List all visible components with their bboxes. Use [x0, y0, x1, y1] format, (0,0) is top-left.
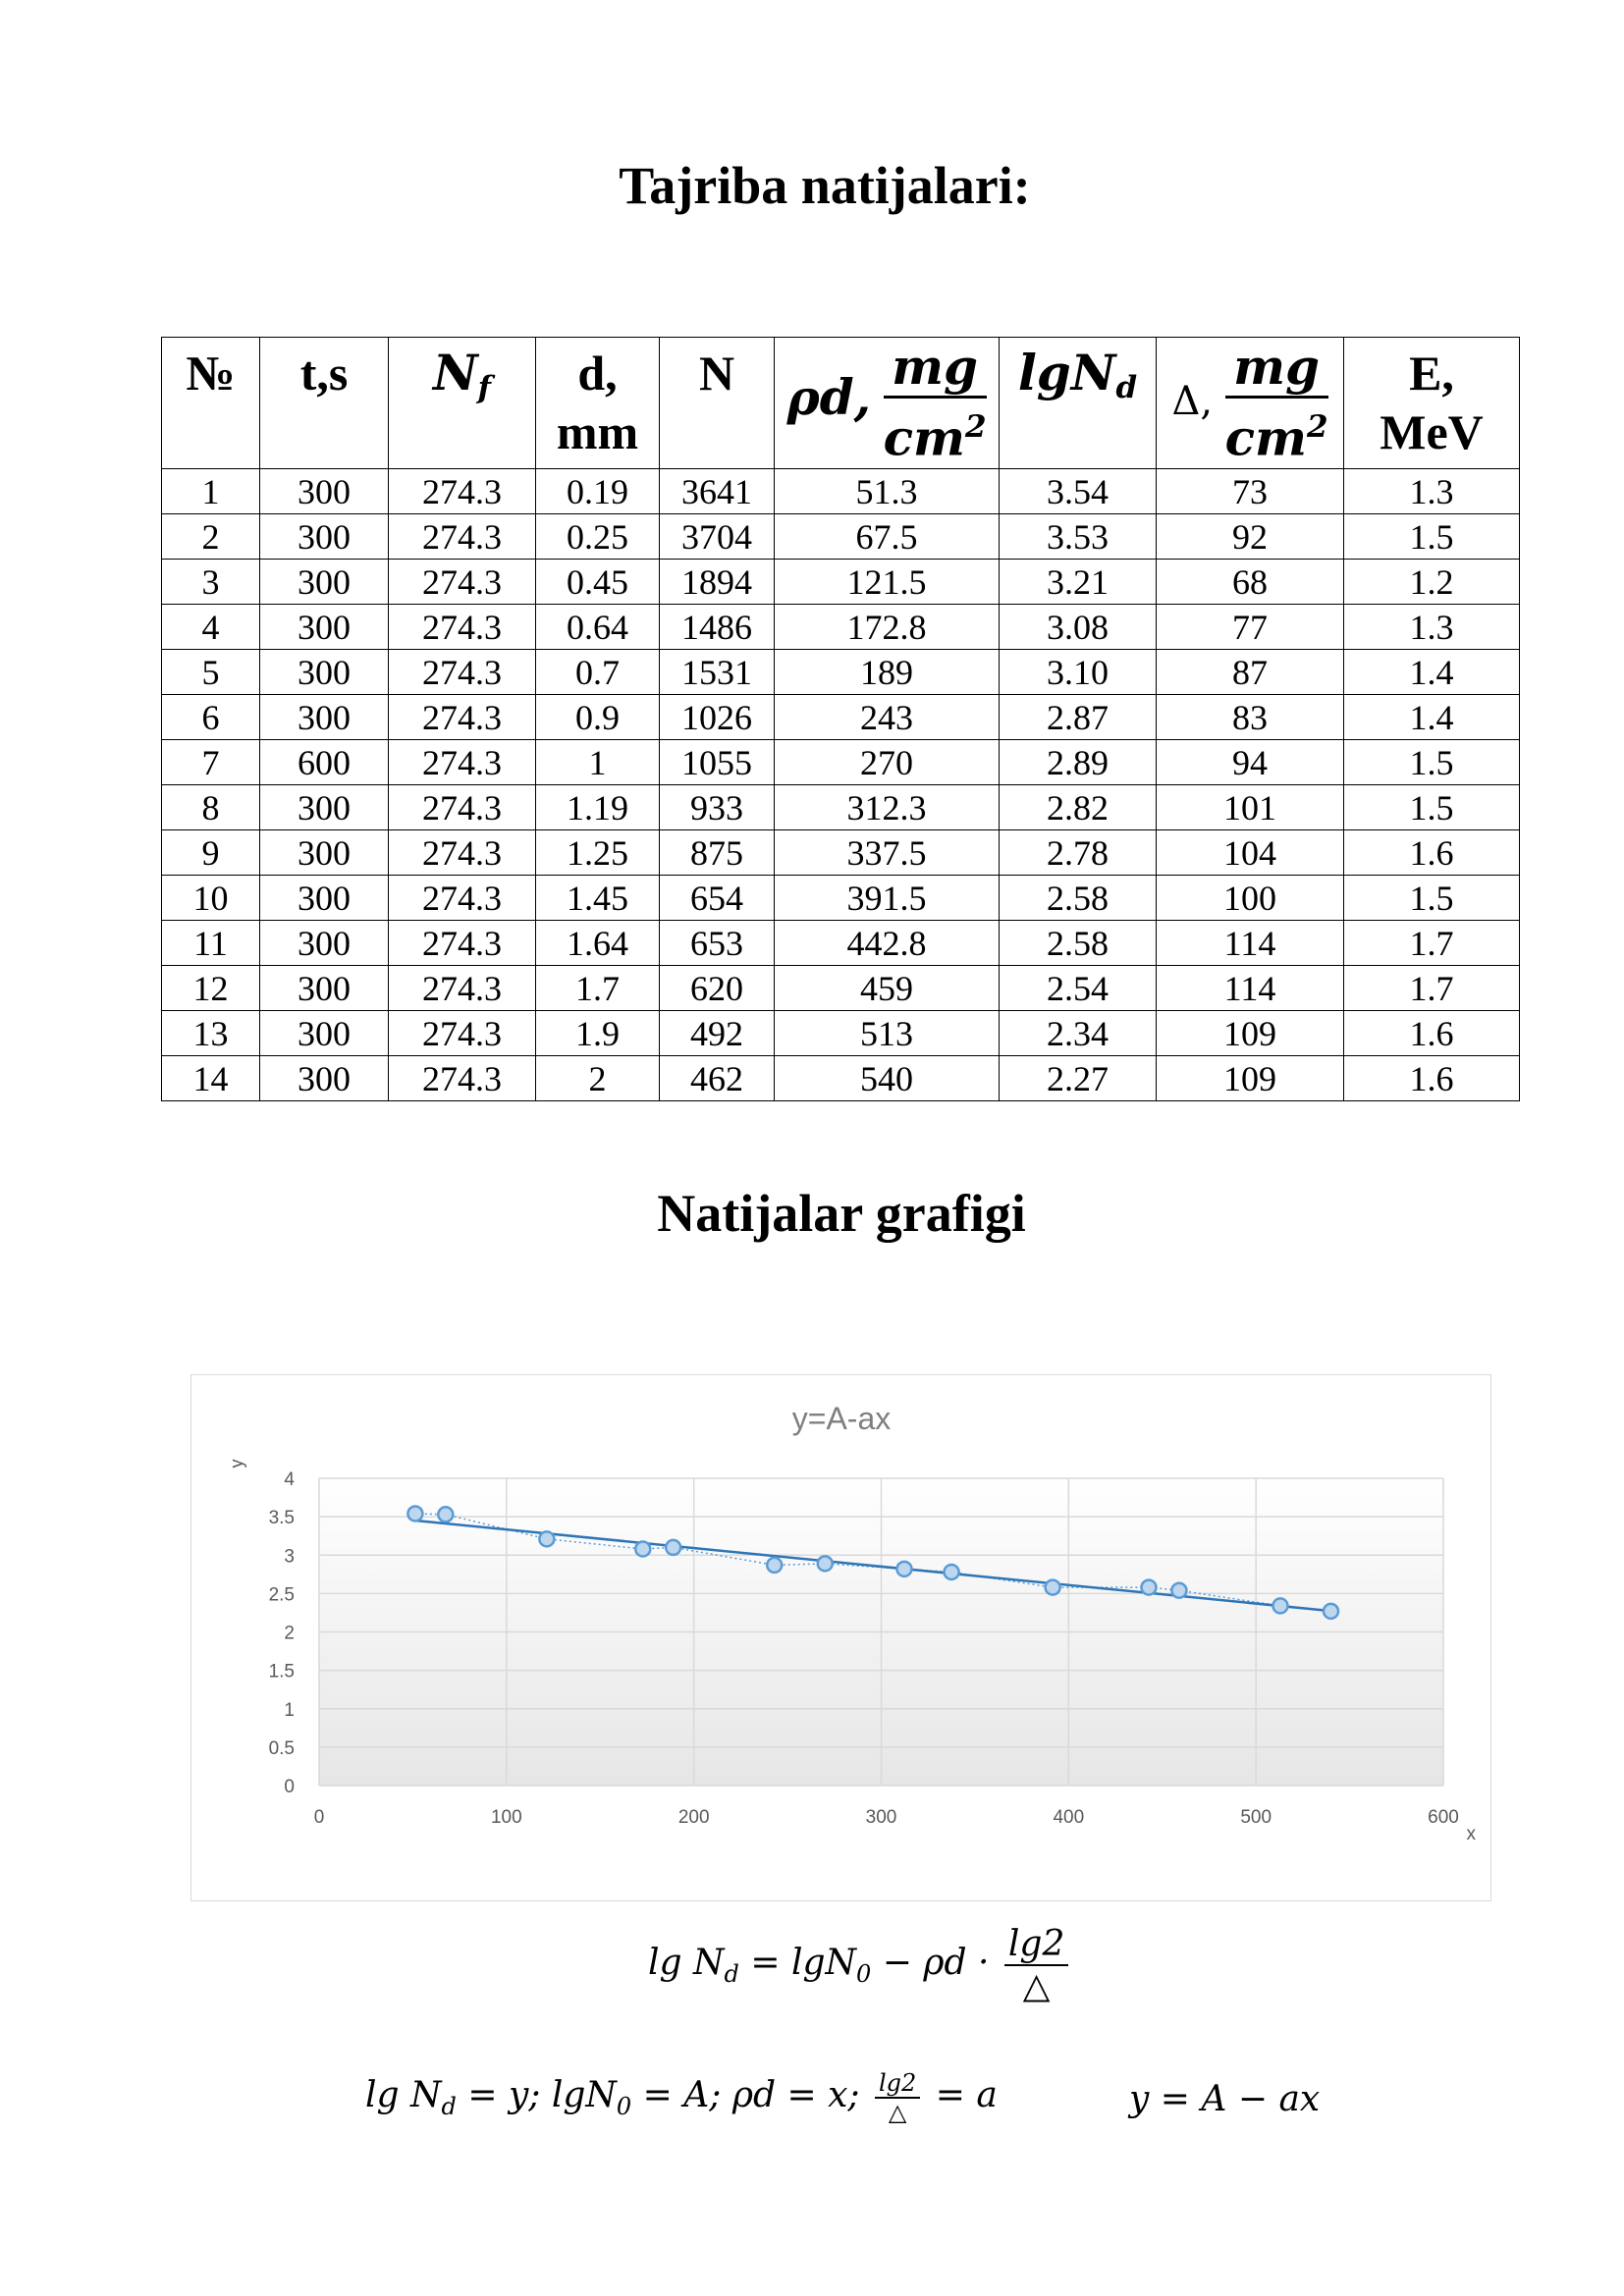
table-cell: 1531: [660, 650, 775, 695]
table-cell: 12: [162, 966, 260, 1011]
table-cell: 2.78: [1000, 830, 1157, 876]
data-point: [407, 1506, 422, 1521]
table-cell: 3704: [660, 514, 775, 560]
table-row: [162, 785, 1520, 830]
table-cell: 1026: [660, 695, 775, 740]
table-row: [162, 650, 1520, 695]
table-cell: 274.3: [389, 469, 536, 514]
table-cell: 300: [260, 650, 389, 695]
y-tick-label: 1.5: [268, 1661, 295, 1682]
table-row: [162, 695, 1520, 740]
formula-linear: y = A − ax: [1129, 2079, 1321, 2119]
data-point: [1142, 1580, 1157, 1595]
header-delta: Δ, $\frac{mg}{cm^2}$: [1157, 338, 1344, 469]
table-cell: 300: [260, 966, 389, 1011]
y-tick-label: 2: [284, 1623, 295, 1644]
table-cell: 1.7: [536, 966, 660, 1011]
table-cell: 1.7: [1344, 921, 1520, 966]
table-cell: 1.6: [1344, 830, 1520, 876]
data-point: [818, 1556, 833, 1571]
table-cell: 653: [660, 921, 775, 966]
table-cell: 300: [260, 469, 389, 514]
table-cell: 9: [162, 830, 260, 876]
data-point: [1324, 1604, 1338, 1619]
table-row: [162, 560, 1520, 605]
table-cell: 492: [660, 1011, 775, 1056]
table-cell: 540: [775, 1056, 1000, 1101]
table-cell: 2.54: [1000, 966, 1157, 1011]
table-cell: 1.5: [1344, 876, 1520, 921]
table-row: [162, 921, 1520, 966]
table-cell: 300: [260, 695, 389, 740]
table-row: [162, 469, 1520, 514]
x-tick-label: 100: [490, 1807, 522, 1828]
table-cell: 2: [162, 514, 260, 560]
table-cell: 274.3: [389, 560, 536, 605]
header-number: №: [162, 338, 260, 469]
table-cell: 0.19: [536, 469, 660, 514]
table-cell: 337.5: [775, 830, 1000, 876]
table-cell: 94: [1157, 740, 1344, 785]
table-cell: 8: [162, 785, 260, 830]
table-cell: 1.25: [536, 830, 660, 876]
table-cell: 114: [1157, 966, 1344, 1011]
page-title: Tajriba natijalari:: [619, 156, 1031, 215]
table-cell: 1.3: [1344, 469, 1520, 514]
table-cell: 300: [260, 876, 389, 921]
table-cell: 274.3: [389, 740, 536, 785]
table-cell: 1.5: [1344, 785, 1520, 830]
header-energy: E, MeV: [1344, 338, 1520, 469]
table-cell: 2.89: [1000, 740, 1157, 785]
table-cell: 462: [660, 1056, 775, 1101]
formula-substitution: $\lg N_d = y$; lgN$_0$ = A; ρd = x; lg2 △ = a: [365, 2069, 998, 2126]
data-point: [1046, 1580, 1060, 1595]
table-cell: 1.6: [1344, 1011, 1520, 1056]
table-cell: 101: [1157, 785, 1344, 830]
table-cell: 274.3: [389, 921, 536, 966]
table-cell: 2.87: [1000, 695, 1157, 740]
table-cell: 274.3: [389, 1011, 536, 1056]
table-cell: 300: [260, 605, 389, 650]
y-tick-label: 1: [284, 1699, 295, 1721]
header-n: N: [660, 338, 775, 469]
table-cell: 654: [660, 876, 775, 921]
table-cell: 1.45: [536, 876, 660, 921]
header-d-mm: d, mm: [536, 338, 660, 469]
table-cell: 114: [1157, 921, 1344, 966]
table-cell: 513: [775, 1011, 1000, 1056]
table-cell: 172.8: [775, 605, 1000, 650]
table-cell: 4: [162, 605, 260, 650]
table-cell: 270: [775, 740, 1000, 785]
x-tick-label: 300: [865, 1807, 897, 1828]
table-cell: 7: [162, 740, 260, 785]
table-cell: 100: [1157, 876, 1344, 921]
table-cell: 600: [260, 740, 389, 785]
table-cell: 5: [162, 650, 260, 695]
table-cell: 3.10: [1000, 650, 1157, 695]
table-row: [162, 514, 1520, 560]
table-cell: 1.3: [1344, 605, 1520, 650]
table-cell: 0.25: [536, 514, 660, 560]
table-row: [162, 876, 1520, 921]
y-tick-label: 3: [284, 1546, 295, 1568]
table-cell: 2.27: [1000, 1056, 1157, 1101]
table-cell: 109: [1157, 1011, 1344, 1056]
table-cell: 104: [1157, 830, 1344, 876]
table-row: [162, 740, 1520, 785]
table-cell: 109: [1157, 1056, 1344, 1101]
table-cell: 2.34: [1000, 1011, 1157, 1056]
table-cell: 1.5: [1344, 514, 1520, 560]
table-cell: 274.3: [389, 695, 536, 740]
data-point: [896, 1562, 911, 1576]
table-cell: 1.4: [1344, 650, 1520, 695]
scatter-chart: [191, 1375, 1490, 1900]
table-cell: 67.5: [775, 514, 1000, 560]
table-cell: 0.64: [536, 605, 660, 650]
table-cell: 459: [775, 966, 1000, 1011]
table-cell: 13: [162, 1011, 260, 1056]
table-cell: 3.21: [1000, 560, 1157, 605]
header-nf: $N_f$: [389, 338, 536, 469]
table-cell: 10: [162, 876, 260, 921]
table-header-row: [162, 338, 1520, 469]
table-row: [162, 1056, 1520, 1101]
table-cell: 1486: [660, 605, 775, 650]
table-cell: 300: [260, 830, 389, 876]
data-point: [1272, 1598, 1287, 1613]
header-lg-nd: lgN$_d$: [1000, 338, 1157, 469]
table-cell: 1.7: [1344, 966, 1520, 1011]
y-axis-label: y: [227, 1459, 246, 1468]
table-cell: 2.82: [1000, 785, 1157, 830]
table-cell: 121.5: [775, 560, 1000, 605]
table-cell: 300: [260, 560, 389, 605]
table-cell: 300: [260, 514, 389, 560]
header-time: t,s: [260, 338, 389, 469]
table-cell: 1.2: [1344, 560, 1520, 605]
data-point: [1171, 1583, 1186, 1598]
table-cell: 274.3: [389, 830, 536, 876]
x-tick-label: 200: [677, 1807, 710, 1828]
table-cell: 274.3: [389, 650, 536, 695]
y-tick-label: 4: [284, 1469, 295, 1490]
table-cell: 3.53: [1000, 514, 1157, 560]
table-cell: 274.3: [389, 876, 536, 921]
table-cell: 87: [1157, 650, 1344, 695]
table-cell: 51.3: [775, 469, 1000, 514]
table-cell: 2: [536, 1056, 660, 1101]
table-cell: 3: [162, 560, 260, 605]
table-cell: 3.08: [1000, 605, 1157, 650]
table-cell: 300: [260, 921, 389, 966]
table-row: [162, 1011, 1520, 1056]
y-tick-label: 0: [284, 1777, 295, 1797]
table-cell: 11: [162, 921, 260, 966]
table-cell: 73: [1157, 469, 1344, 514]
table-cell: 1.64: [536, 921, 660, 966]
table-cell: 274.3: [389, 1056, 536, 1101]
table-cell: 274.3: [389, 966, 536, 1011]
table-cell: 391.5: [775, 876, 1000, 921]
table-cell: 83: [1157, 695, 1344, 740]
table-cell: 189: [775, 650, 1000, 695]
table-cell: 3641: [660, 469, 775, 514]
table-row: [162, 605, 1520, 650]
table-cell: 274.3: [389, 514, 536, 560]
data-point: [945, 1565, 959, 1579]
data-point: [438, 1507, 453, 1522]
chart-container: [190, 1374, 1491, 1901]
table-cell: 1: [162, 469, 260, 514]
table-row: [162, 830, 1520, 876]
data-point: [635, 1541, 650, 1556]
table-cell: 1.5: [1344, 740, 1520, 785]
header-rho-d: ρd, $\frac{mg}{cm^2}$: [775, 338, 1000, 469]
table-cell: 312.3: [775, 785, 1000, 830]
table-cell: 274.3: [389, 785, 536, 830]
data-point: [767, 1558, 782, 1573]
table-cell: 1.4: [1344, 695, 1520, 740]
data-point: [539, 1531, 554, 1546]
chart-heading: Natijalar grafigi: [657, 1184, 1026, 1243]
table-cell: 77: [1157, 605, 1344, 650]
table-row: [162, 966, 1520, 1011]
table-cell: 6: [162, 695, 260, 740]
table-cell: 92: [1157, 514, 1344, 560]
table-cell: 300: [260, 1011, 389, 1056]
table-cell: 0.9: [536, 695, 660, 740]
table-cell: 620: [660, 966, 775, 1011]
formula-main: $\lg N_d = \lg N_0 - \rho d$ · lg2 △: [648, 1924, 1072, 2006]
table-cell: 300: [260, 1056, 389, 1101]
table-cell: 3.54: [1000, 469, 1157, 514]
results-table: [161, 337, 1520, 1101]
table-cell: 442.8: [775, 921, 1000, 966]
table-cell: 274.3: [389, 605, 536, 650]
table-cell: 1.9: [536, 1011, 660, 1056]
chart-title: y=A-ax: [791, 1401, 892, 1436]
x-tick-label: 500: [1240, 1807, 1272, 1828]
table-cell: 1.6: [1344, 1056, 1520, 1101]
table-cell: 2.58: [1000, 876, 1157, 921]
table-cell: 933: [660, 785, 775, 830]
data-point: [666, 1540, 680, 1555]
table-cell: 1.19: [536, 785, 660, 830]
table-cell: 0.45: [536, 560, 660, 605]
y-tick-label: 2.5: [268, 1584, 295, 1606]
table-cell: 1894: [660, 560, 775, 605]
table-cell: 14: [162, 1056, 260, 1101]
table-cell: 0.7: [536, 650, 660, 695]
table-cell: 2.58: [1000, 921, 1157, 966]
y-tick-label: 3.5: [268, 1508, 295, 1529]
table-cell: 243: [775, 695, 1000, 740]
table-cell: 1055: [660, 740, 775, 785]
table-cell: 875: [660, 830, 775, 876]
table-cell: 68: [1157, 560, 1344, 605]
x-axis-label: x: [1466, 1824, 1476, 1844]
x-tick-label: 400: [1053, 1807, 1085, 1828]
x-tick-label: 0: [313, 1807, 325, 1828]
x-tick-label: 600: [1428, 1807, 1459, 1828]
table-cell: 300: [260, 785, 389, 830]
y-tick-label: 0.5: [268, 1737, 295, 1759]
table-cell: 1: [536, 740, 660, 785]
